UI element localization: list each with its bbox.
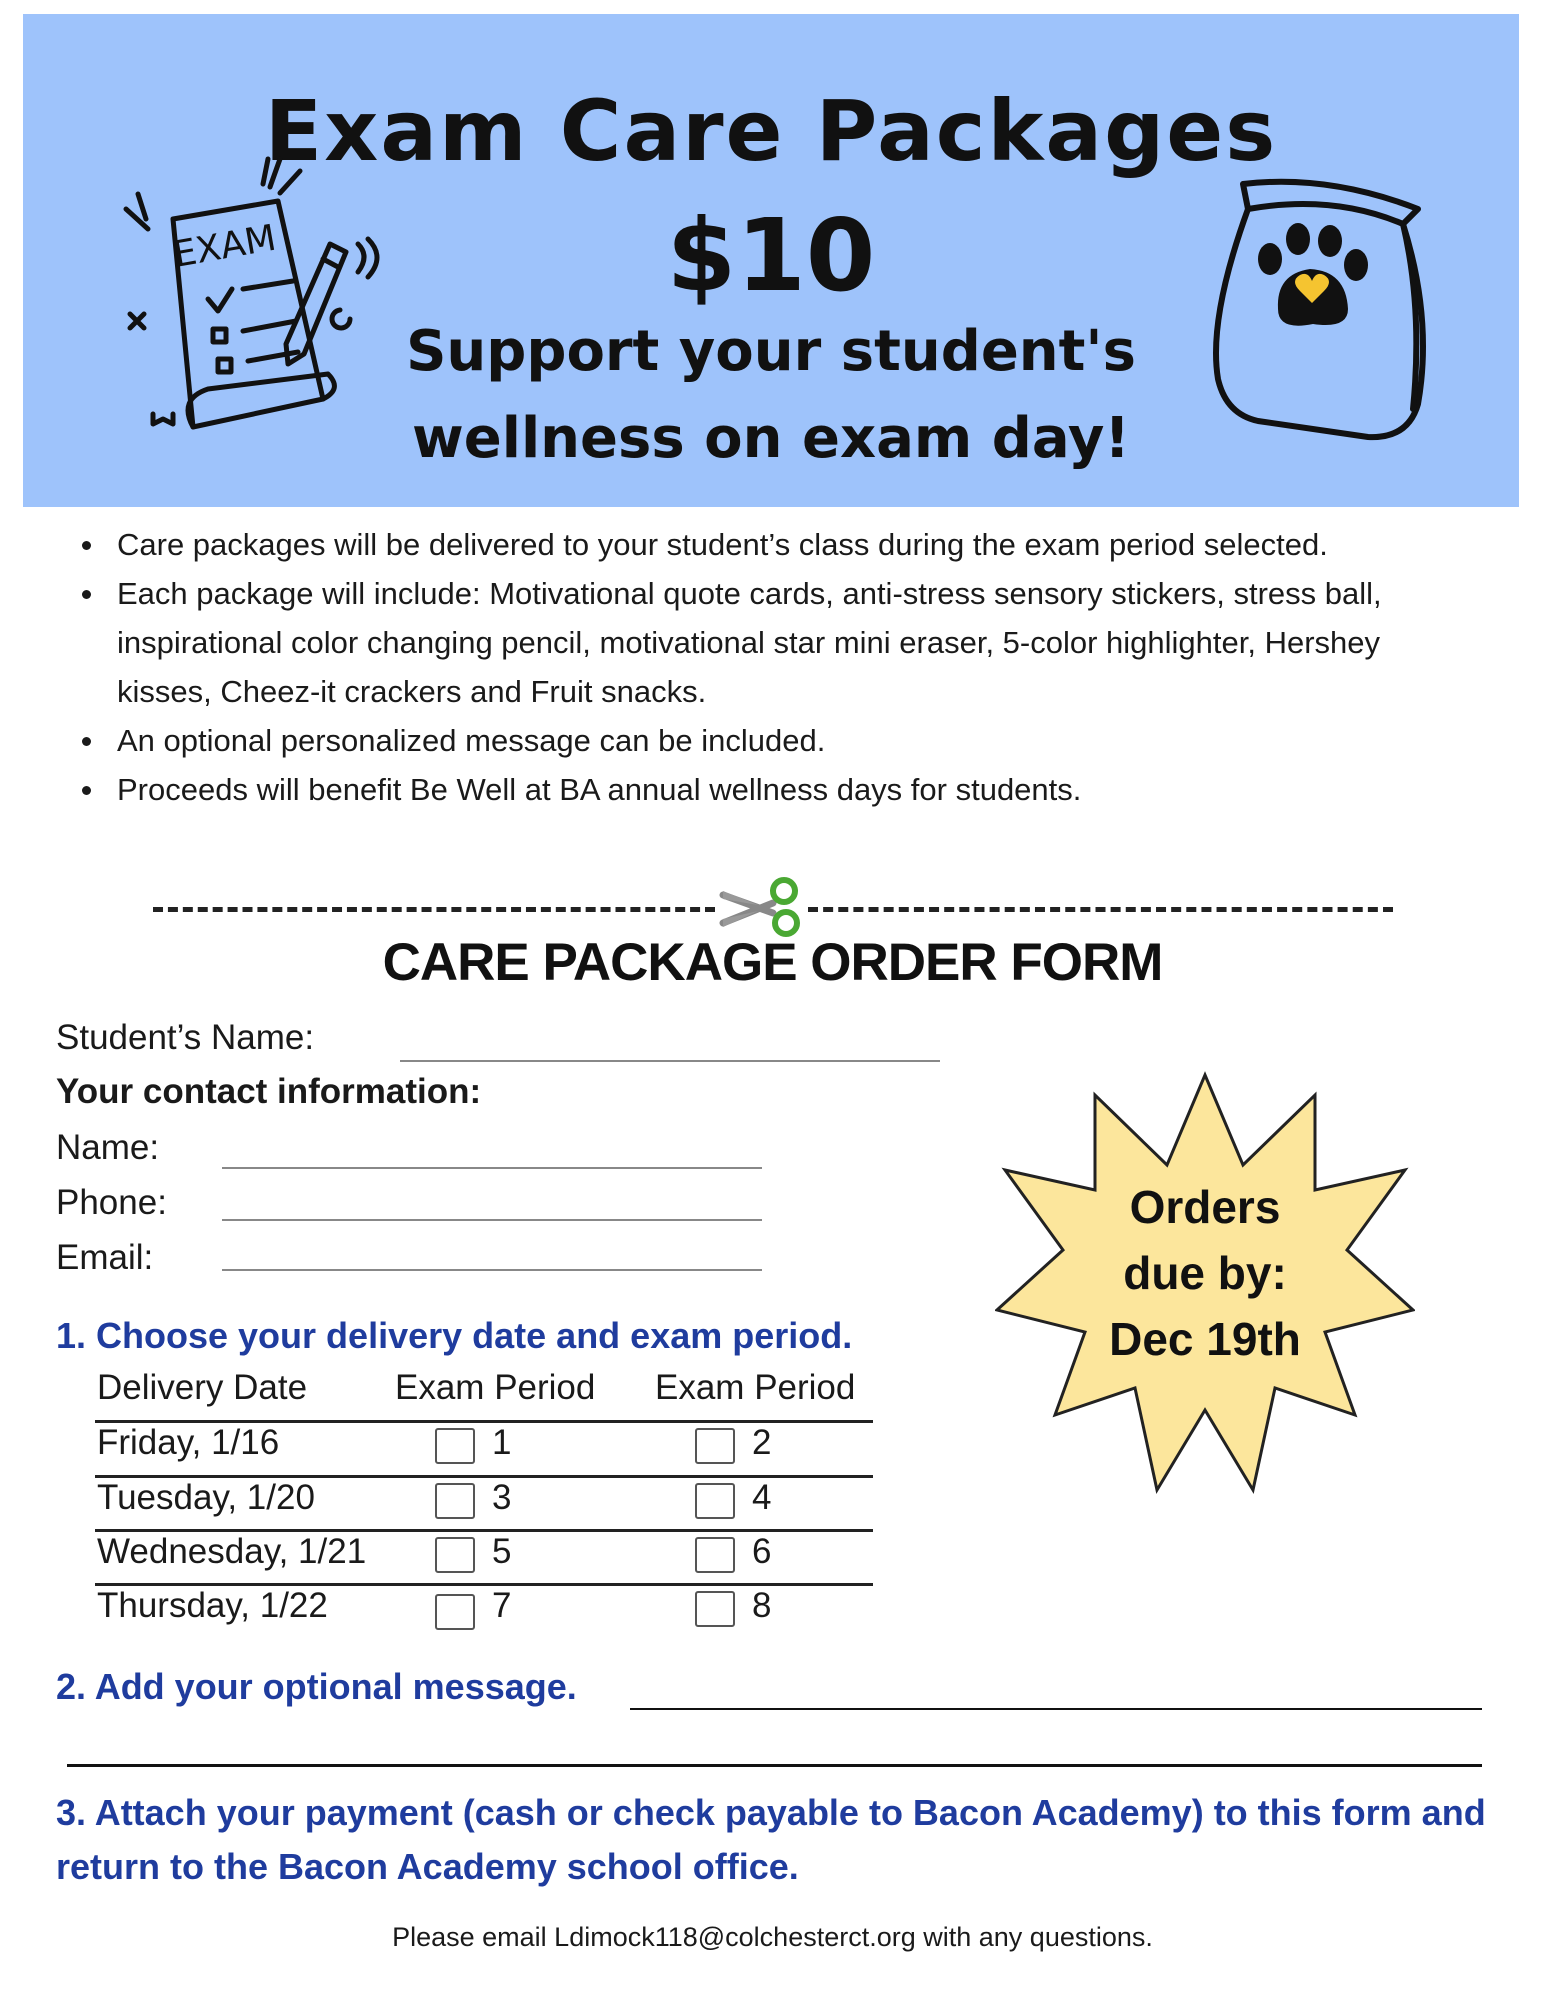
row-date-2: Tuesday, 1/20 — [97, 1478, 315, 1517]
message-field-line-2[interactable] — [67, 1764, 1482, 1767]
student-name-field[interactable] — [400, 1060, 940, 1062]
step-2-heading: 2. Add your optional message. — [56, 1666, 577, 1707]
page-title: Exam Care Packages — [264, 82, 1278, 180]
row-date-3: Wednesday, 1/21 — [97, 1532, 367, 1571]
period-label-3: 3 — [492, 1478, 512, 1517]
badge-line-2: due by: — [1123, 1247, 1287, 1299]
period-label-5: 5 — [492, 1532, 512, 1571]
subtitle-line-2: wellness on exam day! — [412, 406, 1130, 471]
contact-heading: Your contact information: — [56, 1072, 482, 1111]
period-label-1: 1 — [492, 1423, 512, 1462]
message-field-line-1[interactable] — [630, 1708, 1482, 1710]
header-banner — [23, 14, 1519, 507]
period-label-6: 6 — [752, 1532, 772, 1571]
paw-bag-icon — [1198, 169, 1458, 444]
step-1-heading: 1. Choose your delivery date and exam period. — [56, 1315, 853, 1356]
checkbox-period-3[interactable] — [435, 1483, 475, 1519]
row-date-4: Thursday, 1/22 — [97, 1586, 328, 1625]
checkbox-period-5[interactable] — [435, 1537, 475, 1573]
checkbox-period-7[interactable] — [435, 1594, 475, 1630]
checkbox-period-8[interactable] — [695, 1591, 735, 1627]
list-item: Proceeds will benefit Be Well at BA annual wellness days for students. — [82, 765, 1482, 814]
scissors-icon — [718, 875, 808, 940]
col-header-exam-period-b: Exam Period — [655, 1368, 856, 1407]
footer-contact: Please email Ldimock118@colchesterct.org with any questions. — [392, 1922, 1153, 1952]
col-header-exam-period-a: Exam Period — [395, 1368, 596, 1407]
student-name-label: Student’s Name: — [56, 1018, 315, 1057]
step-3-text: 3. Attach your payment (cash or check payable to Bacon Academy) to this form and return to the Bacon Academy school office. — [56, 1792, 1486, 1887]
exam-sheet-label: EXAM — [170, 217, 280, 276]
info-list — [82, 520, 1482, 814]
name-label: Name: — [56, 1128, 160, 1167]
phone-field[interactable] — [222, 1219, 762, 1221]
checkbox-period-2[interactable] — [695, 1428, 735, 1464]
period-label-8: 8 — [752, 1586, 772, 1625]
form-title: CARE PACKAGE ORDER FORM — [382, 933, 1163, 992]
email-label: Email: — [56, 1238, 154, 1277]
period-label-4: 4 — [752, 1478, 772, 1517]
col-header-delivery-date: Delivery Date — [97, 1368, 308, 1407]
checkbox-period-1[interactable] — [435, 1428, 475, 1464]
period-label-2: 2 — [752, 1423, 772, 1462]
checkbox-period-6[interactable] — [695, 1537, 735, 1573]
cut-line-left — [153, 907, 715, 912]
period-label-7: 7 — [492, 1586, 512, 1625]
cut-line-right — [808, 907, 1393, 912]
badge-line-1: Orders — [1129, 1181, 1281, 1233]
list-item: Each package will include: Motivational quote cards, anti-stress sensory stickers, stress ball, inspirational color changing pencil, motivational star mini eraser, 5-color highlighter, Hershey kisses, Cheez-it crackers and Fruit snacks. — [82, 569, 1482, 716]
name-field[interactable] — [222, 1167, 762, 1169]
price: $10 — [666, 197, 876, 314]
email-field[interactable] — [222, 1269, 762, 1271]
list-item: Care packages will be delivered to your student’s class during the exam period selected. — [82, 520, 1482, 569]
badge-line-3: Dec 19th — [1109, 1313, 1301, 1365]
exam-paper-icon — [118, 149, 388, 449]
phone-label: Phone: — [56, 1183, 167, 1222]
checkbox-period-4[interactable] — [695, 1483, 735, 1519]
list-item: An optional personalized message can be included. — [82, 716, 1482, 765]
subtitle-line-1: Support your student's — [406, 319, 1136, 384]
row-date-1: Friday, 1/16 — [97, 1423, 280, 1462]
